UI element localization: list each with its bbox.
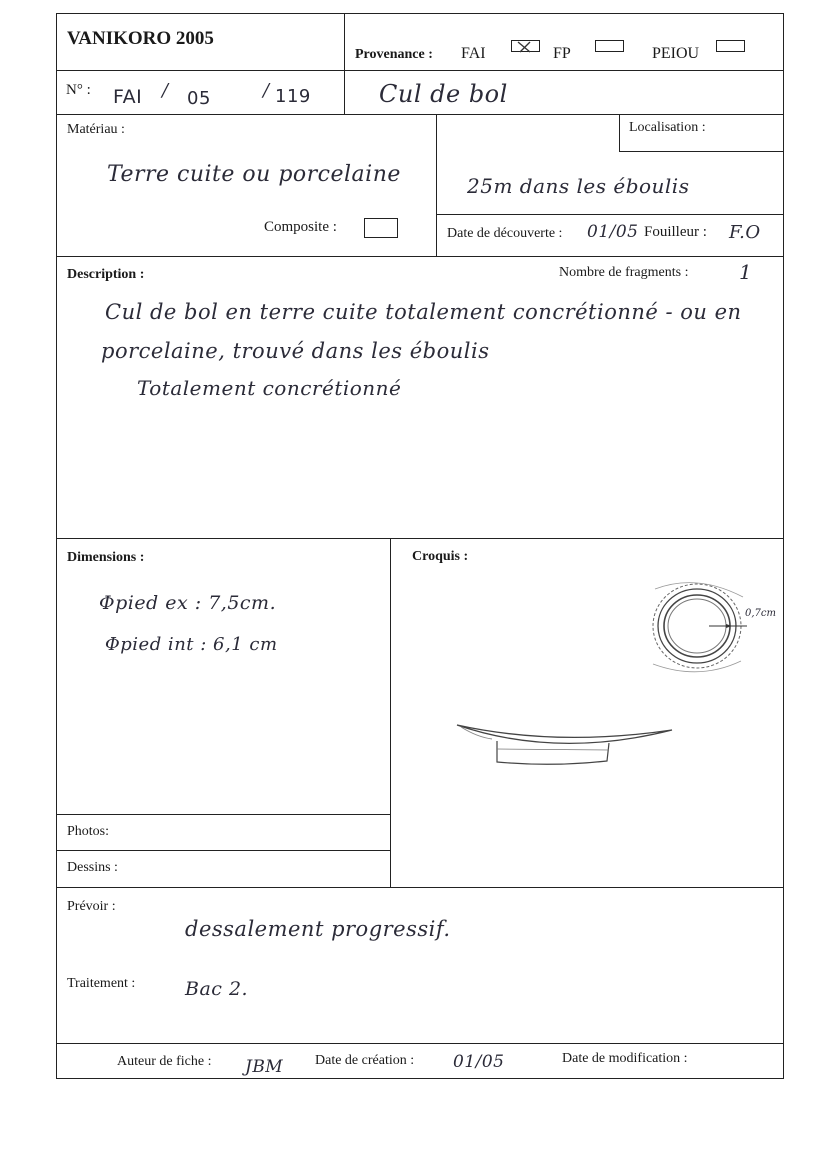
numero-part1: FAI <box>113 86 143 108</box>
auteur-value: JBM <box>245 1057 284 1077</box>
decouverte-value: 01/05 <box>587 222 639 242</box>
dessins-label: Dessins : <box>67 860 118 875</box>
form-title: VANIKORO 2005 <box>67 28 214 49</box>
dimensions-label: Dimensions : <box>67 550 145 565</box>
materiau-label: Matériau : <box>67 122 125 137</box>
modification-label: Date de modification : <box>562 1051 688 1066</box>
divider-title-provenance <box>344 14 345 114</box>
divider-materiau-localisation <box>436 114 437 256</box>
description-line-1: Cul de bol en terre cuite totalement concrétionné - ou en <box>105 300 742 324</box>
divider-dimensions-croquis <box>390 538 391 887</box>
prevoir-label: Prévoir : <box>67 899 116 914</box>
divider-numero <box>57 114 783 115</box>
prevoir-value: dessalement progressif. <box>185 917 451 941</box>
divider-footer <box>57 1043 783 1044</box>
dimensions-line-2: Φpied int : 6,1 cm <box>105 634 278 655</box>
fouilleur-value: F.O <box>729 222 761 243</box>
localisation-label: Localisation : <box>629 120 706 135</box>
fouilleur-label: Fouilleur : <box>644 224 707 240</box>
photos-label: Photos: <box>67 824 110 839</box>
creation-value: 01/05 <box>453 1052 505 1072</box>
fragments-label: Nombre de fragments : <box>559 265 689 280</box>
description-line-2: porcelaine, trouvé dans les éboulis <box>101 339 490 363</box>
divider-decouverte <box>436 214 783 215</box>
provenance-label: Provenance : <box>355 47 433 62</box>
numero-part2: 05 <box>187 88 211 109</box>
decouverte-label: Date de découverte : <box>447 226 563 241</box>
croquis-sketch <box>437 569 797 789</box>
provenance-checkbox-peiou[interactable] <box>716 40 745 52</box>
divider-localisation-label <box>619 151 783 152</box>
numero-label: N° : <box>66 82 91 98</box>
provenance-checkbox-fai[interactable] <box>511 40 540 52</box>
divider-header <box>57 70 783 71</box>
description-line-3: Totalement concrétionné <box>137 376 402 400</box>
auteur-label: Auteur de fiche : <box>117 1054 212 1069</box>
materiau-value: Terre cuite ou porcelaine <box>107 162 401 187</box>
divider-description <box>57 538 783 539</box>
divider-dessins <box>57 850 391 851</box>
numero-sep1: / <box>162 80 169 101</box>
check-mark-icon <box>512 41 541 53</box>
divider-photos <box>57 814 391 815</box>
croquis-annotation: 0,7cm <box>745 608 776 619</box>
composite-label: Composite : <box>264 219 337 235</box>
divider-materiau <box>57 256 783 257</box>
composite-checkbox[interactable] <box>364 218 398 238</box>
divider-localisation-label-v <box>619 114 620 151</box>
description-label: Description : <box>67 267 145 282</box>
croquis-label: Croquis : <box>412 549 469 564</box>
creation-label: Date de création : <box>315 1053 415 1068</box>
traitement-value: Bac 2. <box>185 978 249 1000</box>
provenance-checkbox-fp[interactable] <box>595 40 624 52</box>
provenance-option-fp: FP <box>553 45 571 62</box>
provenance-option-peiou: PEIOU <box>652 45 700 62</box>
divider-dimensions <box>57 887 783 888</box>
localisation-value: 25m dans les éboulis <box>467 174 690 198</box>
traitement-label: Traitement : <box>67 976 136 991</box>
provenance-option-fai: FAI <box>461 45 486 62</box>
numero-part3: 119 <box>275 86 311 107</box>
fragments-value: 1 <box>739 260 753 284</box>
record-form <box>56 13 784 1079</box>
object-name: Cul de bol <box>379 80 508 108</box>
numero-sep2: / <box>263 80 270 101</box>
dimensions-line-1: Φpied ex : 7,5cm. <box>99 592 277 614</box>
